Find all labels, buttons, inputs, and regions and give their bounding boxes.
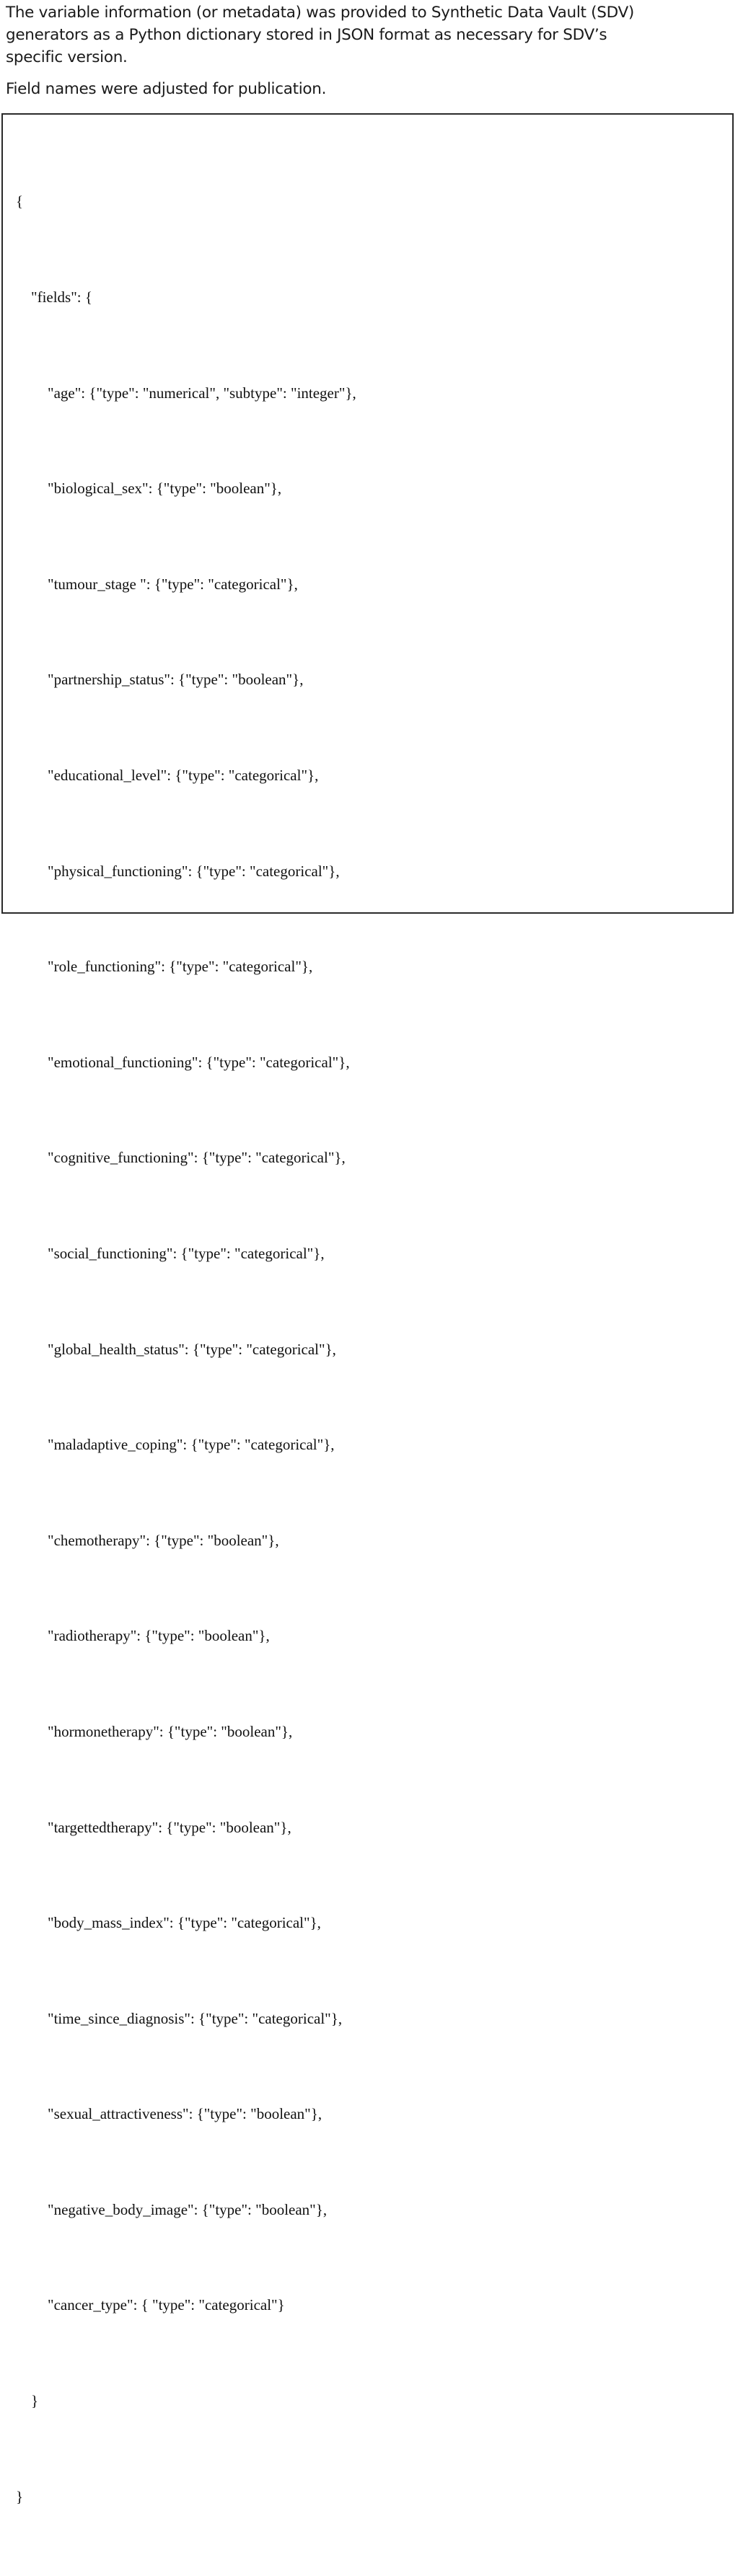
code-field-line: "chemotherapy": {"type": "boolean"}, [48, 1531, 279, 1549]
code-close-brace: } [16, 2487, 24, 2505]
code-field-line: "global_health_status": {"type": "categorical"}, [48, 1340, 336, 1358]
code-field-line: "radiotherapy": {"type": "boolean"}, [48, 1627, 270, 1645]
code-field-line: "maladaptive_coping": {"type": "categorical"}, [48, 1436, 335, 1454]
code-fields-open: "fields": { [31, 288, 92, 306]
code-field-line: "social_functioning": {"type": "categorical"}, [48, 1244, 325, 1262]
code-field-line: "cognitive_functioning": {"type": "categorical"}, [48, 1149, 346, 1167]
code-field-line: "sexual_attractiveness": {"type": "boolean"}, [48, 2105, 322, 2123]
code-field-line: "tumour_stage ": {"type": "categorical"}, [48, 575, 298, 593]
code-field-line: "physical_functioning": {"type": "categorical"}, [48, 862, 340, 880]
code-field-line: "negative_body_image": {"type": "boolean"}, [48, 2200, 328, 2218]
intro-paragraph-1 [6, 1, 727, 69]
code-block [16, 122, 356, 2576]
intro-text [6, 1, 727, 100]
code-field-line: "educational_level": {"type": "categorical"}, [48, 766, 319, 784]
code-field-line: "targettedtherapy": {"type": "boolean"}, [48, 1818, 291, 1836]
code-open-brace: { [16, 193, 24, 211]
code-field-line: "age": {"type": "numerical", "subtype": "integer"}, [48, 384, 356, 402]
code-field-line: "body_mass_index": {"type": "categorical"}, [48, 1914, 321, 1932]
code-field-line: "hormonetherapy": {"type": "boolean"}, [48, 1722, 293, 1740]
intro-paragraph-2: Field names were adjusted for publication. [6, 80, 327, 98]
code-field-line: "emotional_functioning": {"type": "categorical"}, [48, 1053, 350, 1071]
json-code-box [1, 113, 734, 2505]
intro-line: specific version. [6, 48, 128, 66]
code-field-line: "time_since_diagnosis": {"type": "categorical"}, [48, 2009, 343, 2027]
code-field-line: "role_functioning": {"type": "categorical"}, [48, 958, 313, 976]
intro-line: generators as a Python dictionary stored in JSON format as necessary for SDV’s [6, 26, 607, 44]
intro-line: The variable information (or metadata) was provided to Synthetic Data Vault (SDV) [6, 4, 634, 22]
code-field-line: "cancer_type": { "type": "categorical"} [48, 2296, 285, 2314]
code-fields-close: } [31, 2392, 39, 2410]
code-field-line: "biological_sex": {"type": "boolean"}, [48, 480, 282, 498]
code-field-line: "partnership_status": {"type": "boolean"}, [48, 671, 304, 689]
